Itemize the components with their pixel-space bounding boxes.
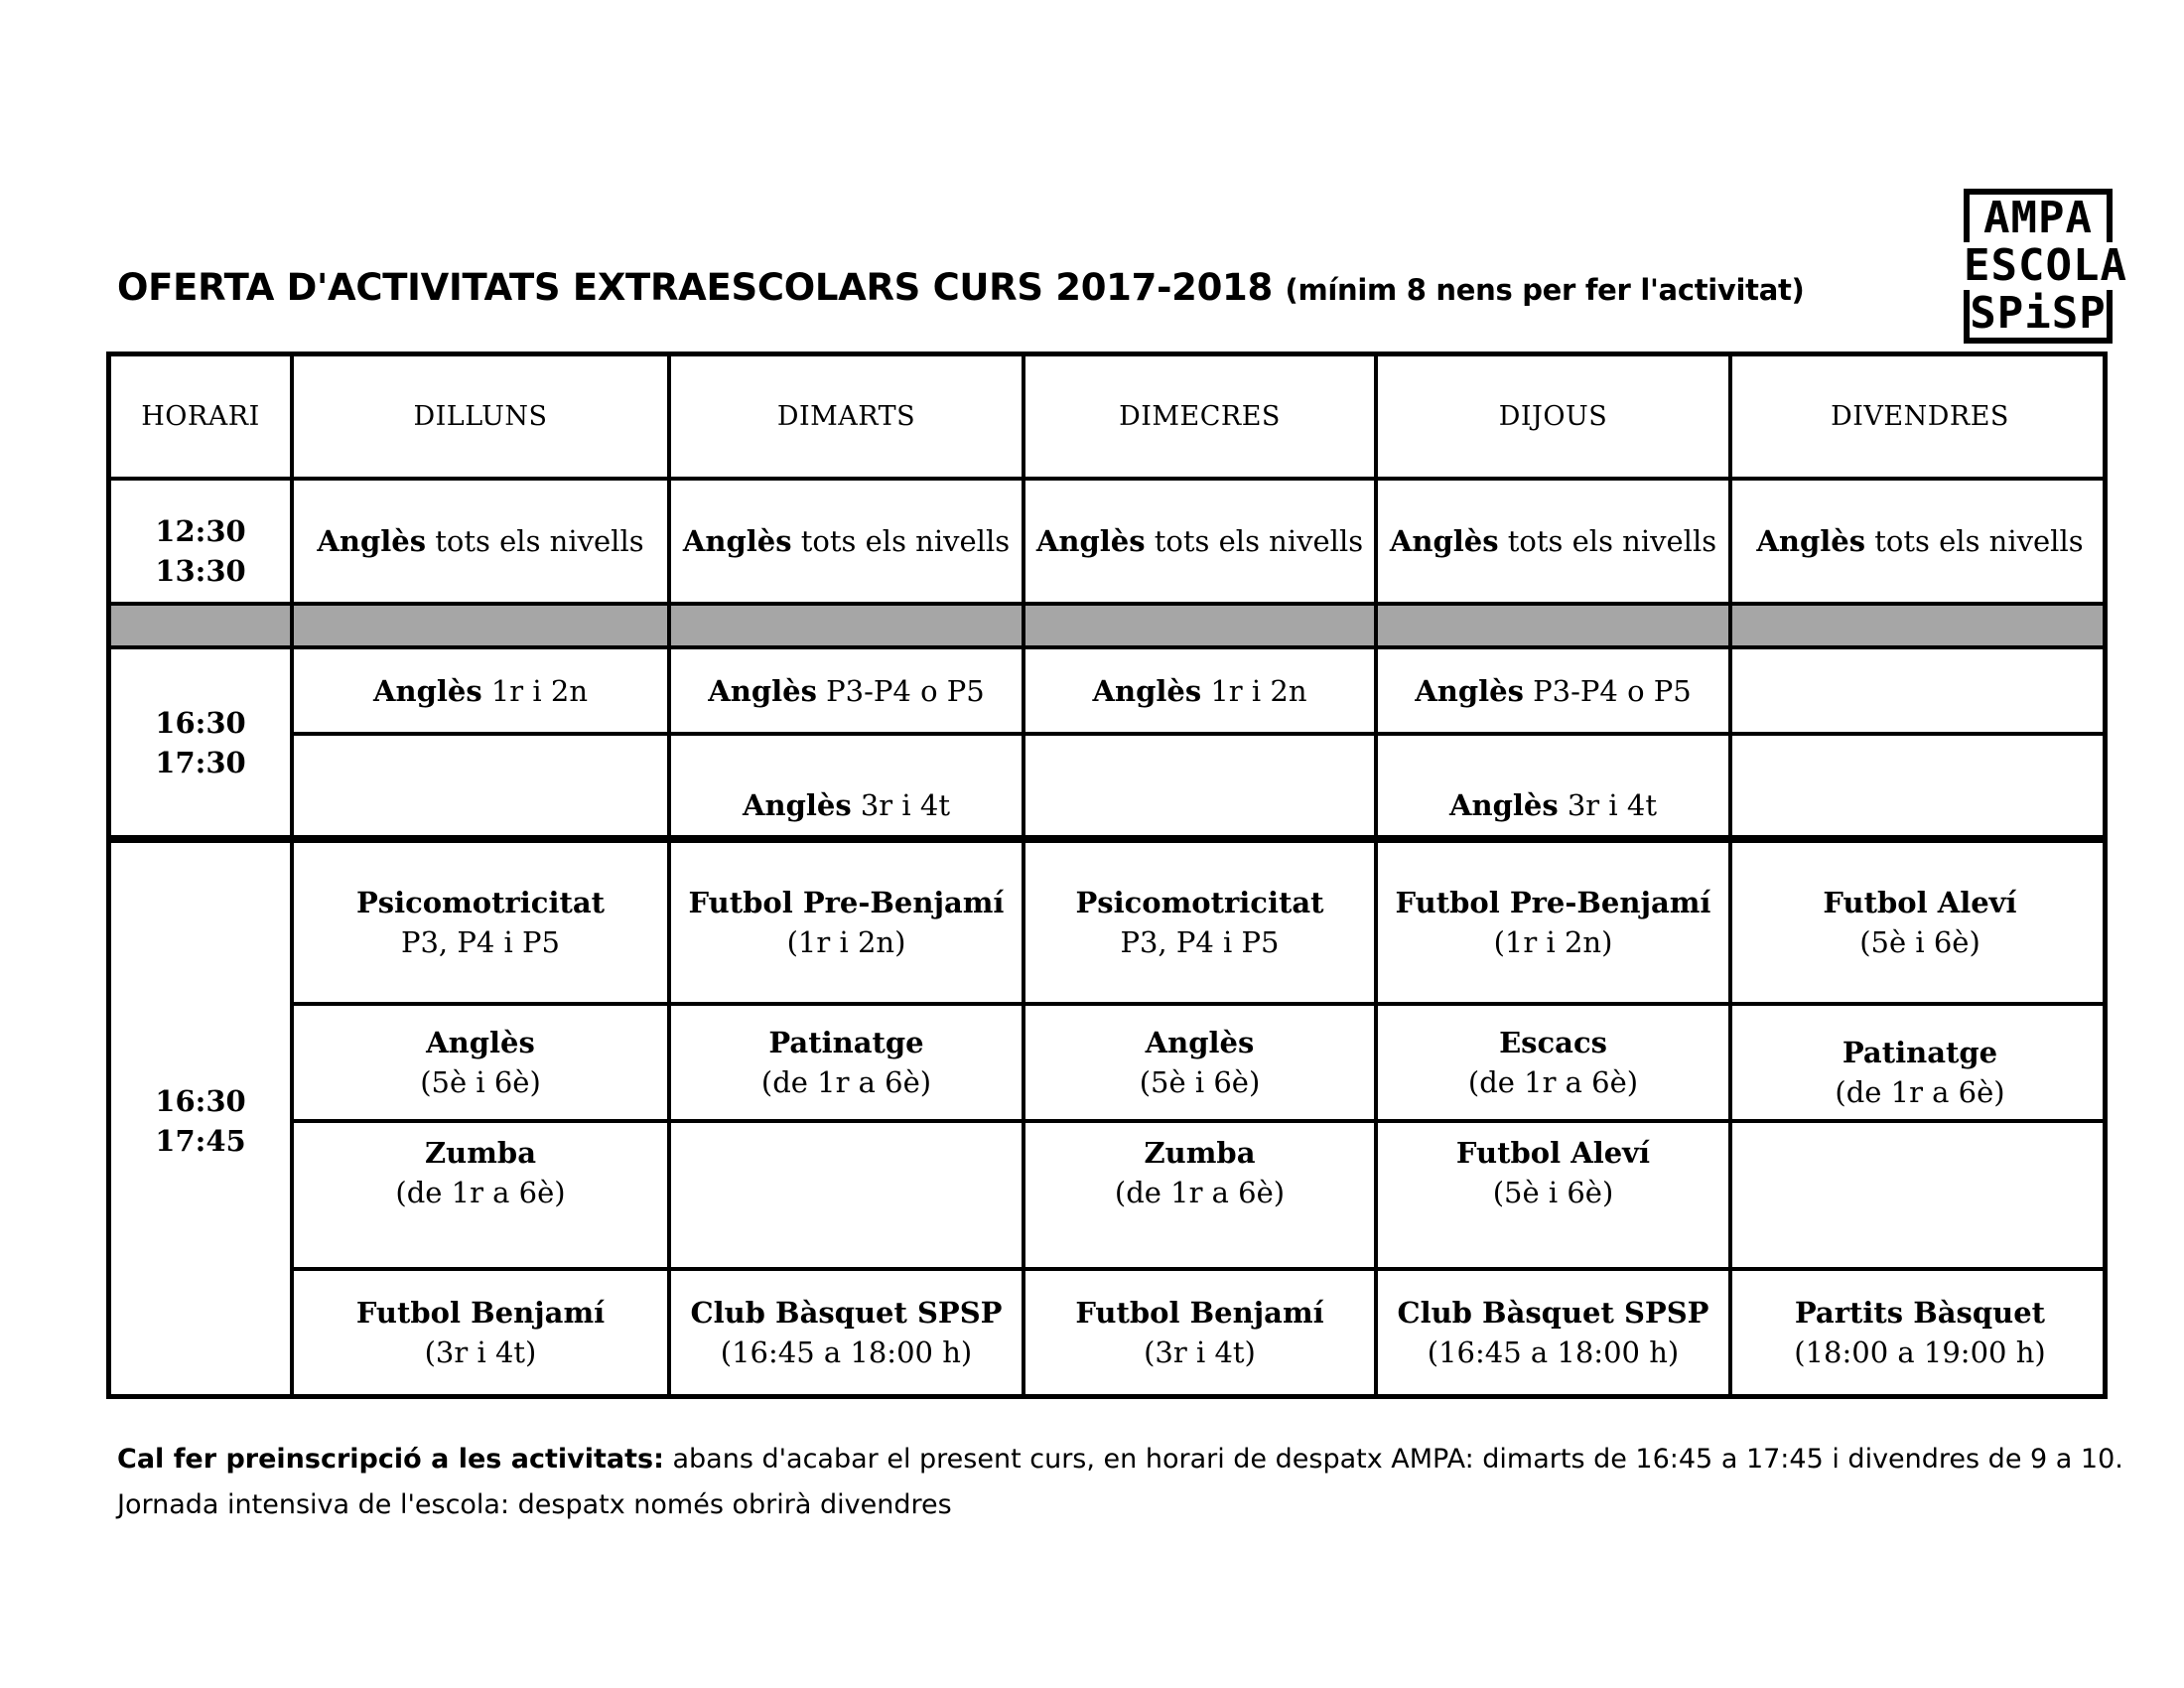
activity-name: Anglès	[1756, 524, 1866, 558]
activity-name: Psicomotricitat	[355, 886, 606, 919]
activity-name: Club Bàsquet SPSP	[1397, 1296, 1709, 1330]
header-divendres: DIVENDRES	[1831, 400, 2009, 432]
activity-cell	[1378, 736, 1728, 835]
activity-name: Anglès	[372, 673, 482, 708]
time-start: 16:30	[155, 705, 246, 740]
activity-name: Anglès	[1092, 673, 1202, 708]
activity-name: Futbol Benjamí	[355, 1296, 606, 1330]
activity-cell	[1025, 649, 1374, 732]
logo-line-2: ESCOLA	[1964, 240, 2127, 291]
activity-name: Patinatge	[1842, 1036, 1998, 1069]
activity-detail: P3, P4 i P5	[1120, 925, 1280, 959]
title-subtitle: (mínim 8 nens per fer l'activitat)	[1285, 273, 1805, 307]
logo-line-3: SPiSP	[1964, 290, 2113, 344]
activity-detail: (de 1r a 6è)	[760, 1065, 932, 1099]
row-divider-thick	[111, 835, 2103, 843]
activity-cell	[1378, 1006, 1728, 1119]
activity-name: Anglès	[708, 673, 817, 708]
activity-cell	[671, 649, 1022, 732]
title-main: OFERTA D'ACTIVITATS EXTRAESCOLARS CURS 2017-2018	[117, 266, 1273, 309]
header-dimarts: DIMARTS	[776, 400, 916, 432]
activity-detail: tots els nivells	[791, 524, 1011, 558]
activity-cell	[671, 843, 1022, 1002]
activity-name: Psicomotricitat	[1075, 886, 1324, 919]
activity-cell	[1025, 1271, 1374, 1394]
activity-detail: P3-P4 o P5	[1523, 673, 1692, 708]
header-dijous: DIJOUS	[1498, 400, 1608, 432]
time-start: 16:30	[155, 1084, 246, 1118]
activity-cell	[1732, 843, 2108, 1002]
activity-detail: (5è i 6è)	[420, 1065, 541, 1099]
activity-name: Futbol Pre-Benjamí	[1395, 886, 1711, 919]
time-start: 12:30	[155, 514, 246, 548]
activity-detail: tots els nivells	[1865, 524, 2084, 558]
activity-detail: (3r i 4t)	[1144, 1336, 1256, 1369]
note-preinscription	[117, 1444, 2123, 1475]
time-end: 17:45	[155, 1124, 246, 1158]
activity-name: Anglès	[742, 788, 852, 822]
activity-cell	[1025, 1006, 1374, 1119]
activity-cell	[294, 649, 667, 732]
activity-detail: (1r i 2n)	[786, 925, 906, 959]
activity-name: Zumba	[1144, 1136, 1256, 1170]
activity-cell	[671, 736, 1022, 835]
activity-name: Futbol Aleví	[1823, 886, 2017, 919]
activity-name: Club Bàsquet SPSP	[690, 1296, 1003, 1330]
activity-cell	[1378, 649, 1728, 732]
logo-line-1: AMPA	[1964, 189, 2113, 242]
ampa-logo	[1964, 189, 2127, 344]
activity-cell	[1732, 1271, 2108, 1394]
activity-detail: tots els nivells	[426, 524, 644, 558]
time-end: 17:30	[155, 745, 246, 779]
activity-detail: (16:45 a 18:00 h)	[720, 1336, 973, 1369]
activity-cell	[294, 1271, 667, 1394]
row-divider	[292, 732, 2103, 736]
activity-name: Partits Bàsquet	[1794, 1296, 2046, 1330]
activity-name: Anglès	[1389, 524, 1499, 558]
activity-cell	[294, 481, 667, 602]
separator-row	[111, 606, 2103, 645]
activity-name: Patinatge	[768, 1026, 924, 1059]
activity-detail: 1r i 2n	[1201, 673, 1307, 708]
row-divider	[111, 602, 2103, 606]
activity-name: Anglès	[1415, 673, 1524, 708]
time-end: 13:30	[155, 554, 246, 588]
activity-name: Anglès	[1035, 524, 1146, 558]
activity-detail: (5è i 6è)	[1139, 1065, 1261, 1099]
activity-detail: P3-P4 o P5	[816, 673, 985, 708]
activity-detail: (3r i 4t)	[424, 1336, 537, 1369]
schedule-table	[106, 352, 2108, 1399]
activity-detail: (5è i 6è)	[1859, 925, 1980, 959]
activity-cell	[1378, 843, 1728, 1002]
activity-cell	[1732, 481, 2108, 602]
time-slot-2	[111, 649, 290, 835]
activity-cell	[1378, 1271, 1728, 1394]
header-dilluns: DILLUNS	[413, 400, 548, 432]
activity-detail: 3r i 4t	[1558, 788, 1657, 822]
activity-cell	[1025, 1123, 1374, 1267]
activity-name: Anglès	[1448, 788, 1559, 822]
activity-detail: (de 1r a 6è)	[1835, 1075, 2005, 1109]
activity-name: Anglès	[317, 524, 427, 558]
note-office-hours: Jornada intensiva de l'escola: despatx només obrirà divendres	[117, 1489, 952, 1520]
header-horari: HORARI	[141, 400, 260, 432]
activity-cell	[1378, 1123, 1728, 1267]
time-slot-3	[111, 843, 290, 1399]
activity-cell	[1025, 843, 1374, 1002]
activity-detail: tots els nivells	[1498, 524, 1717, 558]
activity-cell	[671, 1271, 1022, 1394]
activity-cell	[671, 1006, 1022, 1119]
activity-name: Anglès	[426, 1026, 535, 1059]
activity-detail: 1r i 2n	[481, 673, 589, 708]
activity-cell	[294, 843, 667, 1002]
activity-detail: (1r i 2n)	[1493, 925, 1613, 959]
note-bold-label: Cal fer preinscripció a les activitats:	[117, 1444, 664, 1475]
activity-name: Futbol Aleví	[1455, 1136, 1651, 1170]
activity-name: Zumba	[424, 1136, 536, 1170]
activity-cell	[294, 1006, 667, 1119]
activity-cell	[671, 481, 1022, 602]
note-text: abans d'acabar el present curs, en horari de despatx AMPA: dimarts de 16:45 a 17:45 i divendres de 9 a 10.	[663, 1444, 2123, 1475]
activity-detail: (18:00 a 19:00 h)	[1794, 1336, 2046, 1369]
activity-detail: (de 1r a 6è)	[395, 1176, 566, 1209]
activity-cell	[294, 1123, 667, 1267]
activity-name: Escacs	[1499, 1026, 1607, 1059]
activity-cell	[1732, 1006, 2108, 1119]
activity-name: Futbol Pre-Benjamí	[688, 886, 1005, 919]
activity-detail: tots els nivells	[1145, 524, 1364, 558]
activity-detail: 3r i 4t	[851, 788, 950, 822]
activity-name: Anglès	[682, 524, 792, 558]
activity-cell	[1025, 481, 1374, 602]
activity-detail: (5è i 6è)	[1492, 1176, 1614, 1209]
activity-name: Anglès	[1145, 1026, 1255, 1059]
time-slot-1	[111, 481, 290, 602]
activity-detail: P3, P4 i P5	[400, 925, 561, 959]
activity-cell	[1378, 481, 1728, 602]
activity-name: Futbol Benjamí	[1075, 1296, 1324, 1330]
page-title	[117, 266, 1805, 309]
activity-detail: (de 1r a 6è)	[1114, 1176, 1286, 1209]
activity-detail: (de 1r a 6è)	[1467, 1065, 1639, 1099]
activity-detail: (16:45 a 18:00 h)	[1427, 1336, 1680, 1369]
header-dimecres: DIMECRES	[1119, 400, 1281, 432]
